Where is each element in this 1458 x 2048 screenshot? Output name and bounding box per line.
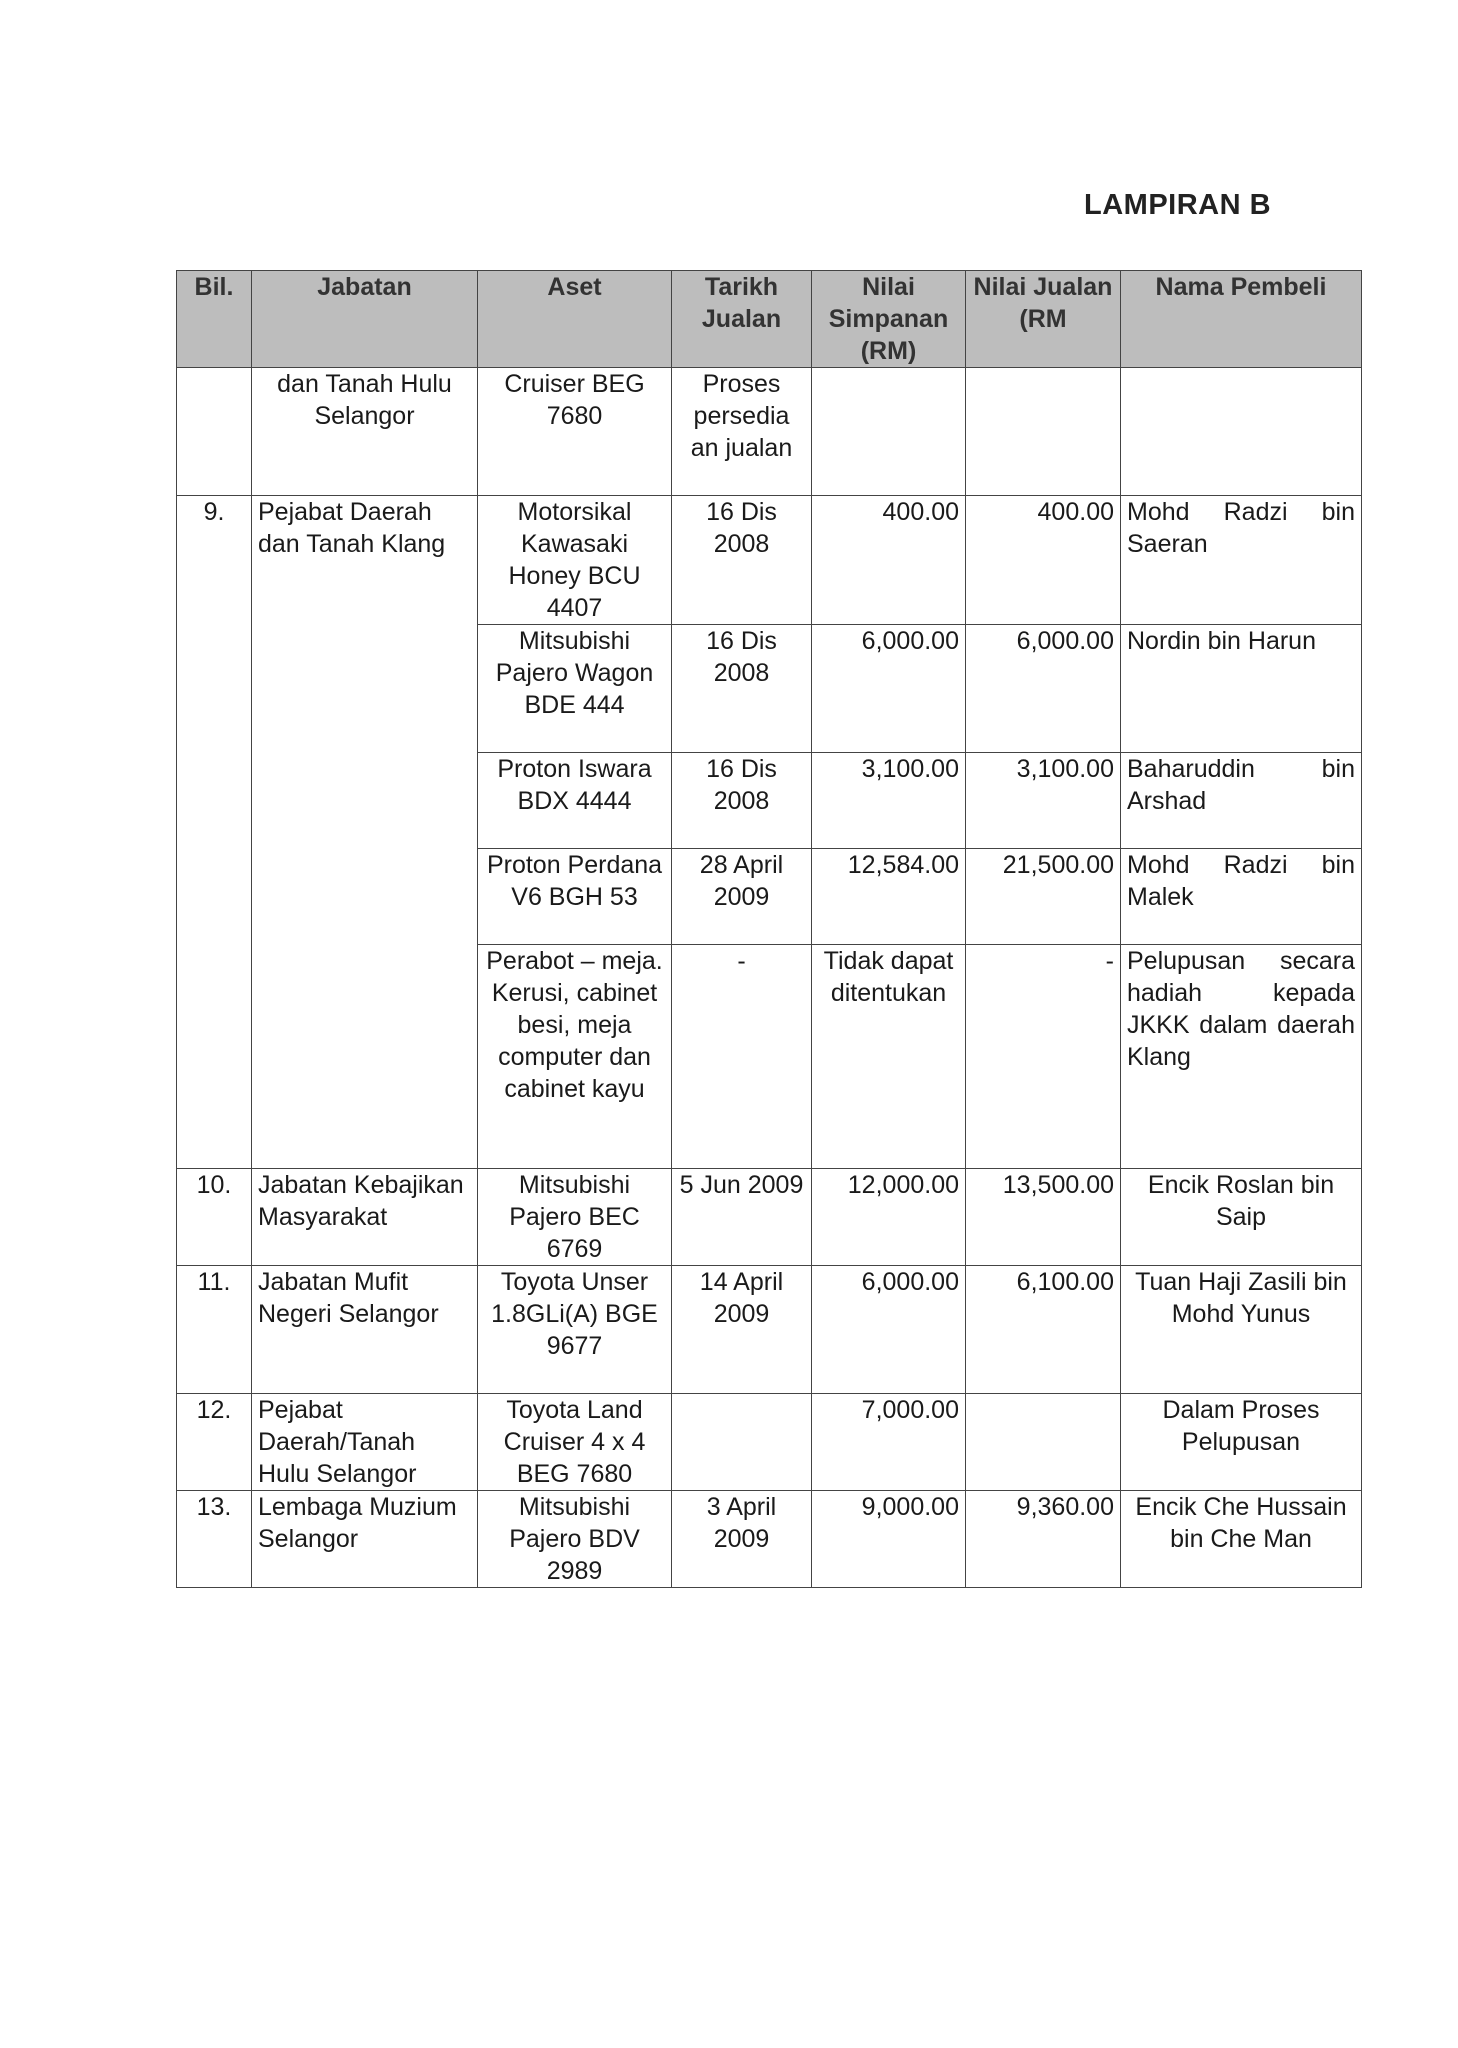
col-header-tarikh: Tarikh Jualan bbox=[672, 271, 812, 368]
cell-simpanan: Tidak dapat ditentukan bbox=[812, 945, 966, 1169]
cell-tarikh: 16 Dis 2008 bbox=[672, 625, 812, 753]
cell-simpanan: 3,100.00 bbox=[812, 753, 966, 849]
cell-jabatan: Jabatan Mufit Negeri Selangor bbox=[252, 1266, 478, 1394]
cell-aset: Proton Iswara BDX 4444 bbox=[478, 753, 672, 849]
cell-jualan: 6,000.00 bbox=[966, 625, 1121, 753]
cell-jualan: 13,500.00 bbox=[966, 1169, 1121, 1266]
cell-jualan: 21,500.00 bbox=[966, 849, 1121, 945]
cell-pembeli bbox=[1121, 368, 1362, 496]
cell-jualan: 6,100.00 bbox=[966, 1266, 1121, 1394]
cell-bil: 12. bbox=[177, 1394, 252, 1491]
cell-aset: Mitsubishi Pajero Wagon BDE 444 bbox=[478, 625, 672, 753]
cell-bil: 13. bbox=[177, 1491, 252, 1588]
cell-simpanan: 6,000.00 bbox=[812, 625, 966, 753]
cell-tarikh bbox=[672, 1394, 812, 1491]
page-heading: LAMPIRAN B bbox=[1084, 189, 1272, 221]
cell-jualan bbox=[966, 1394, 1121, 1491]
cell-pembeli: Dalam Proses Pelupusan bbox=[1121, 1394, 1362, 1491]
cell-simpanan: 7,000.00 bbox=[812, 1394, 966, 1491]
table-row bbox=[177, 1266, 1362, 1394]
cell-tarikh: 3 April 2009 bbox=[672, 1491, 812, 1588]
cell-jabatan: Pejabat Daerah/Tanah Hulu Selangor bbox=[252, 1394, 478, 1491]
cell-aset: Toyota Unser 1.8GLi(A) BGE 9677 bbox=[478, 1266, 672, 1394]
cell-aset: Proton Perdana V6 BGH 53 bbox=[478, 849, 672, 945]
cell-bil: 10. bbox=[177, 1169, 252, 1266]
cell-jabatan: Pejabat Daerah dan Tanah Klang bbox=[252, 496, 478, 1169]
cell-aset: Toyota Land Cruiser 4 x 4 BEG 7680 bbox=[478, 1394, 672, 1491]
cell-tarikh: 5 Jun 2009 bbox=[672, 1169, 812, 1266]
cell-tarikh: - bbox=[672, 945, 812, 1169]
cell-simpanan: 12,000.00 bbox=[812, 1169, 966, 1266]
cell-aset: Cruiser BEG 7680 bbox=[478, 368, 672, 496]
col-header-nama-pembeli: Nama Pembeli bbox=[1121, 271, 1362, 368]
table-row bbox=[177, 368, 1362, 496]
cell-tarikh: 16 Dis 2008 bbox=[672, 496, 812, 625]
table-row bbox=[177, 1394, 1362, 1491]
cell-pembeli: Mohd Radzi bin Saeran bbox=[1121, 496, 1362, 625]
cell-bil bbox=[177, 368, 252, 496]
cell-pembeli: Baharuddin bin Arshad bbox=[1121, 753, 1362, 849]
asset-disposal-table bbox=[176, 270, 1362, 1588]
cell-jualan: 400.00 bbox=[966, 496, 1121, 625]
cell-pembeli: Encik Roslan bin Saip bbox=[1121, 1169, 1362, 1266]
cell-pembeli: Encik Che Hussain bin Che Man bbox=[1121, 1491, 1362, 1588]
cell-tarikh: 28 April 2009 bbox=[672, 849, 812, 945]
cell-jabatan: dan Tanah Hulu Selangor bbox=[252, 368, 478, 496]
cell-tarikh: 14 April 2009 bbox=[672, 1266, 812, 1394]
cell-jabatan: Jabatan Kebajikan Masyarakat bbox=[252, 1169, 478, 1266]
col-header-nilai-jualan: Nilai Jualan (RM bbox=[966, 271, 1121, 368]
cell-pembeli: Tuan Haji Zasili bin Mohd Yunus bbox=[1121, 1266, 1362, 1394]
cell-pembeli: Pelupusan secara hadiah kepada JKKK dalam daerah Klang bbox=[1121, 945, 1362, 1169]
cell-aset: Motorsikal Kawasaki Honey BCU 4407 bbox=[478, 496, 672, 625]
cell-pembeli: Nordin bin Harun bbox=[1121, 625, 1362, 753]
table-row bbox=[177, 1169, 1362, 1266]
cell-bil: 11. bbox=[177, 1266, 252, 1394]
cell-simpanan: 9,000.00 bbox=[812, 1491, 966, 1588]
cell-simpanan: 12,584.00 bbox=[812, 849, 966, 945]
cell-aset: Perabot – meja. Kerusi, cabinet besi, meja computer dan cabinet kayu bbox=[478, 945, 672, 1169]
table-row bbox=[177, 1491, 1362, 1588]
col-header-jabatan: Jabatan bbox=[252, 271, 478, 368]
cell-bil: 9. bbox=[177, 496, 252, 1169]
cell-simpanan bbox=[812, 368, 966, 496]
table-row bbox=[177, 496, 1362, 625]
cell-simpanan: 400.00 bbox=[812, 496, 966, 625]
cell-pembeli: Mohd Radzi bin Malek bbox=[1121, 849, 1362, 945]
cell-aset: Mitsubishi Pajero BDV 2989 bbox=[478, 1491, 672, 1588]
cell-jualan: 3,100.00 bbox=[966, 753, 1121, 849]
col-header-nilai-simpanan: Nilai Simpanan (RM) bbox=[812, 271, 966, 368]
cell-jualan: 9,360.00 bbox=[966, 1491, 1121, 1588]
col-header-bil: Bil. bbox=[177, 271, 252, 368]
cell-aset: Mitsubishi Pajero BEC 6769 bbox=[478, 1169, 672, 1266]
cell-tarikh: 16 Dis 2008 bbox=[672, 753, 812, 849]
cell-jualan: - bbox=[966, 945, 1121, 1169]
cell-jualan bbox=[966, 368, 1121, 496]
cell-tarikh: Proses persedia an jualan bbox=[672, 368, 812, 496]
table-header-row bbox=[177, 271, 1362, 368]
cell-simpanan: 6,000.00 bbox=[812, 1266, 966, 1394]
cell-jabatan: Lembaga Muzium Selangor bbox=[252, 1491, 478, 1588]
col-header-aset: Aset bbox=[478, 271, 672, 368]
